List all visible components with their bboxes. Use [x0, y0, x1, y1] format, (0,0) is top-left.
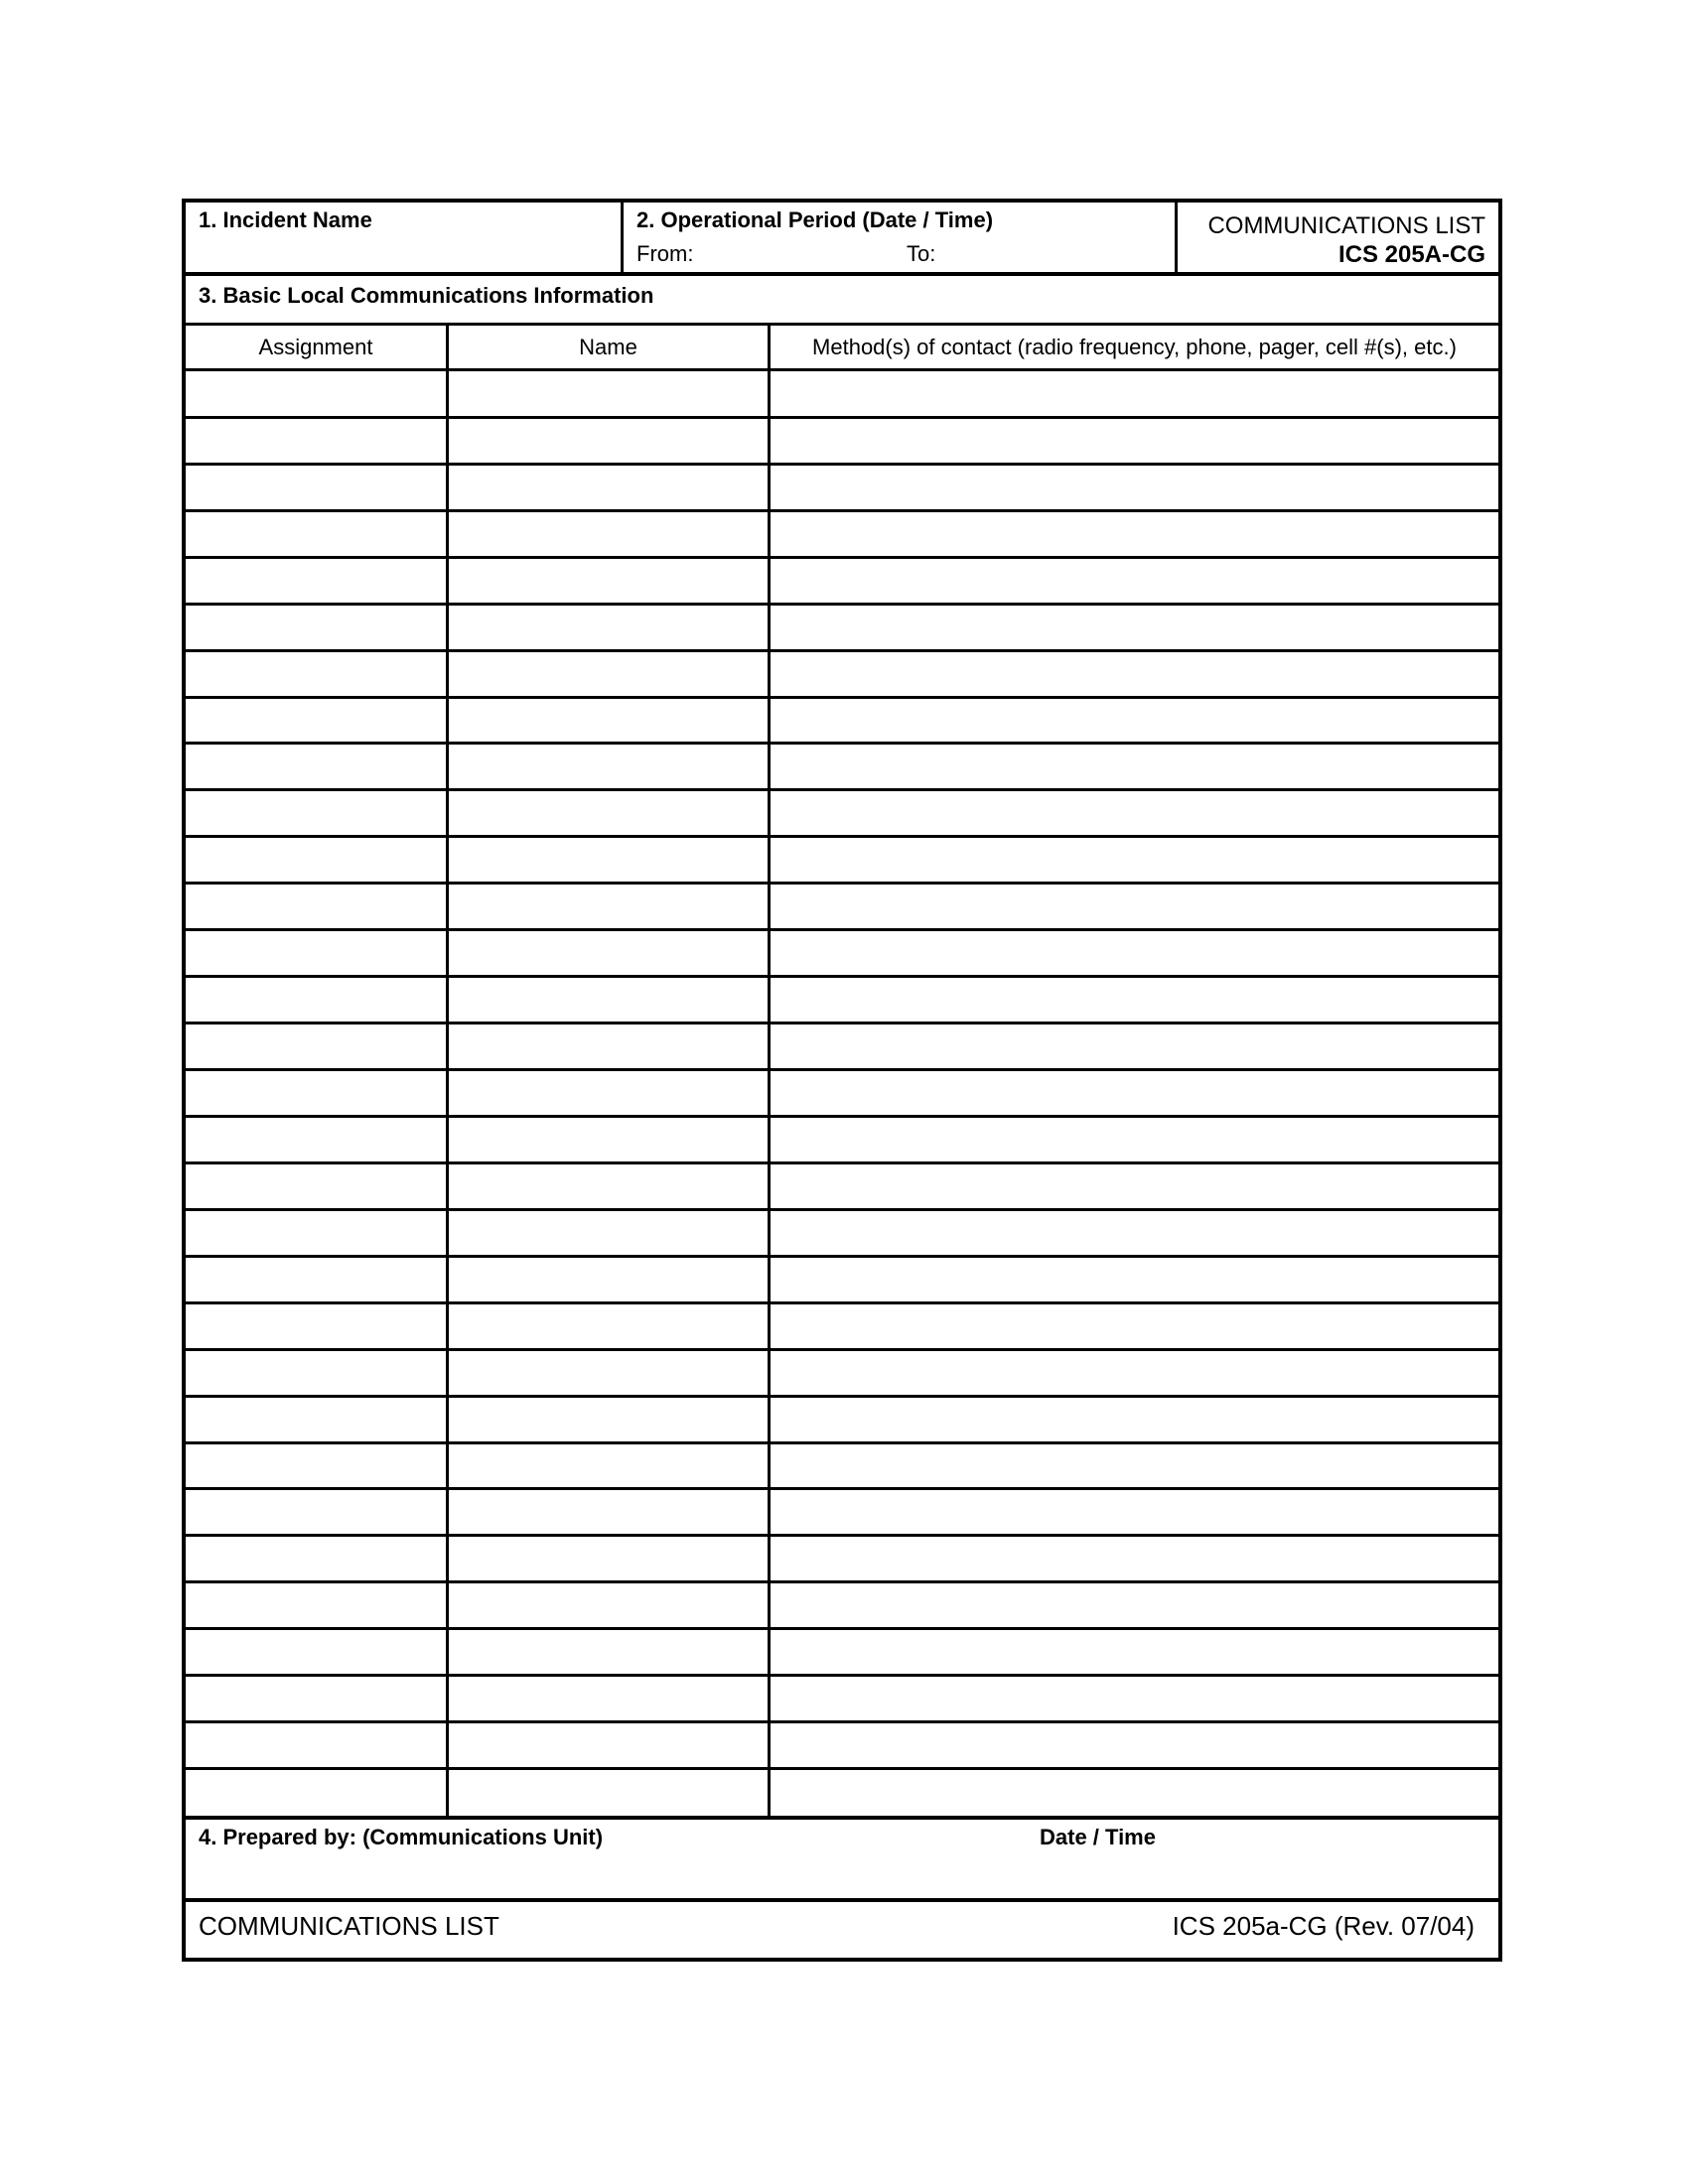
table-row — [186, 1629, 1498, 1676]
footer-left: COMMUNICATIONS LIST — [199, 1911, 499, 1941]
method-cell[interactable] — [771, 465, 1498, 511]
table-row — [186, 1117, 1498, 1163]
assignment-cell[interactable] — [186, 790, 446, 837]
name-cell[interactable] — [449, 418, 768, 465]
table-row — [186, 1397, 1498, 1443]
table-row — [186, 930, 1498, 977]
table-row — [186, 884, 1498, 930]
form-title-box — [1178, 203, 1498, 272]
name-cell[interactable] — [449, 884, 768, 930]
name-cell[interactable] — [449, 1582, 768, 1629]
method-cell[interactable] — [771, 1257, 1498, 1303]
assignment-cell[interactable] — [186, 1024, 446, 1070]
assignment-cell[interactable] — [186, 651, 446, 698]
operational-period-label: 2. Operational Period (Date / Time) — [636, 207, 994, 232]
prepared-by-box[interactable] — [186, 1820, 1498, 1898]
table-row — [186, 511, 1498, 558]
method-cell[interactable] — [771, 558, 1498, 605]
method-cell[interactable] — [771, 1629, 1498, 1676]
assignment-cell[interactable] — [186, 418, 446, 465]
assignment-cell[interactable] — [186, 1350, 446, 1397]
method-cell[interactable] — [771, 1024, 1498, 1070]
section3-title: 3. Basic Local Communications Information — [199, 283, 654, 308]
from-label: From: — [636, 241, 694, 266]
assignment-cell[interactable] — [186, 1722, 446, 1769]
table-row — [186, 698, 1498, 745]
col-header-name: Name — [579, 335, 637, 359]
name-cell[interactable] — [449, 1163, 768, 1210]
date-time-label: Date / Time — [1040, 1825, 1156, 1849]
table-row — [186, 1489, 1498, 1536]
name-cell[interactable] — [449, 651, 768, 698]
name-cell[interactable] — [449, 1257, 768, 1303]
method-cell[interactable] — [771, 1210, 1498, 1257]
assignment-cell[interactable] — [186, 1489, 446, 1536]
name-cell[interactable] — [449, 977, 768, 1024]
name-cell[interactable] — [449, 790, 768, 837]
assignment-cell[interactable] — [186, 1536, 446, 1582]
table-row — [186, 1024, 1498, 1070]
assignment-cell[interactable] — [186, 837, 446, 884]
assignment-cell[interactable] — [186, 1769, 446, 1816]
name-cell[interactable] — [449, 1210, 768, 1257]
col-header-assignment: Assignment — [258, 335, 373, 359]
assignment-cell[interactable] — [186, 930, 446, 977]
operational-period-box[interactable] — [624, 203, 1177, 272]
method-cell[interactable] — [771, 790, 1498, 837]
table-row — [186, 1350, 1498, 1397]
name-cell[interactable] — [449, 1303, 768, 1350]
table-row — [186, 1163, 1498, 1210]
assignment-cell[interactable] — [186, 465, 446, 511]
method-cell[interactable] — [771, 1397, 1498, 1443]
method-cell[interactable] — [771, 930, 1498, 977]
method-cell[interactable] — [771, 1350, 1498, 1397]
table-row — [186, 558, 1498, 605]
assignment-cell[interactable] — [186, 1163, 446, 1210]
incident-name-label: 1. Incident Name — [199, 207, 372, 232]
table-row — [186, 1582, 1498, 1629]
assignment-cell[interactable] — [186, 1397, 446, 1443]
to-label: To: — [907, 241, 936, 266]
table-row — [186, 1769, 1498, 1816]
name-cell[interactable] — [449, 1489, 768, 1536]
name-cell[interactable] — [449, 1397, 768, 1443]
name-cell[interactable] — [449, 511, 768, 558]
method-cell[interactable] — [771, 977, 1498, 1024]
col-header-method: Method(s) of contact (radio frequency, phone, pager, cell #(s), etc.) — [812, 335, 1457, 359]
table-row — [186, 1443, 1498, 1490]
method-cell[interactable] — [771, 1582, 1498, 1629]
form-title: COMMUNICATIONS LIST — [1207, 212, 1485, 239]
incident-name-box[interactable] — [186, 203, 623, 272]
method-cell[interactable] — [771, 1163, 1498, 1210]
method-cell[interactable] — [771, 1443, 1498, 1490]
table-row — [186, 1676, 1498, 1722]
table-row — [186, 790, 1498, 837]
form-code: ICS 205A-CG — [1337, 241, 1485, 268]
method-cell[interactable] — [771, 744, 1498, 790]
method-cell[interactable] — [771, 1117, 1498, 1163]
table-row — [186, 651, 1498, 698]
name-cell[interactable] — [449, 1536, 768, 1582]
assignment-cell[interactable] — [186, 1070, 446, 1117]
name-cell[interactable] — [449, 698, 768, 745]
table-row — [186, 977, 1498, 1024]
assignment-cell[interactable] — [186, 1629, 446, 1676]
ics-205a-form — [182, 199, 1502, 1962]
section3-title-rule — [186, 323, 1498, 326]
assignment-cell[interactable] — [186, 1210, 446, 1257]
header-bottom-rule — [186, 272, 1498, 276]
table-row — [186, 837, 1498, 884]
name-cell[interactable] — [449, 1070, 768, 1117]
table-row — [186, 744, 1498, 790]
table-row — [186, 1070, 1498, 1117]
name-cell[interactable] — [449, 465, 768, 511]
method-cell[interactable] — [771, 1536, 1498, 1582]
table-row — [186, 1257, 1498, 1303]
method-cell[interactable] — [771, 418, 1498, 465]
assignment-cell[interactable] — [186, 1443, 446, 1490]
table-row — [186, 1722, 1498, 1769]
method-cell[interactable] — [771, 651, 1498, 698]
method-cell[interactable] — [771, 1769, 1498, 1816]
footer-top-rule — [186, 1898, 1498, 1902]
assignment-cell[interactable] — [186, 744, 446, 790]
table-row — [186, 1303, 1498, 1350]
name-cell[interactable] — [449, 930, 768, 977]
method-cell[interactable] — [771, 1303, 1498, 1350]
method-cell[interactable] — [771, 371, 1498, 418]
table-row — [186, 605, 1498, 651]
method-cell[interactable] — [771, 1722, 1498, 1769]
table-row — [186, 1210, 1498, 1257]
assignment-cell[interactable] — [186, 1582, 446, 1629]
name-cell[interactable] — [449, 605, 768, 651]
name-cell[interactable] — [449, 1676, 768, 1722]
prepared-by-label: 4. Prepared by: (Communications Unit) — [199, 1825, 604, 1849]
assignment-cell[interactable] — [186, 558, 446, 605]
table-row — [186, 1536, 1498, 1582]
table-row — [186, 465, 1498, 511]
name-cell[interactable] — [449, 1722, 768, 1769]
method-cell[interactable] — [771, 698, 1498, 745]
method-cell[interactable] — [771, 837, 1498, 884]
assignment-cell[interactable] — [186, 1257, 446, 1303]
name-cell[interactable] — [449, 371, 768, 418]
method-cell[interactable] — [771, 605, 1498, 651]
name-cell[interactable] — [449, 1629, 768, 1676]
assignment-cell[interactable] — [186, 698, 446, 745]
method-cell[interactable] — [771, 1676, 1498, 1722]
assignment-cell[interactable] — [186, 1303, 446, 1350]
method-cell[interactable] — [771, 884, 1498, 930]
name-cell[interactable] — [449, 558, 768, 605]
method-cell[interactable] — [771, 1070, 1498, 1117]
name-cell[interactable] — [449, 1769, 768, 1816]
assignment-cell[interactable] — [186, 511, 446, 558]
method-cell[interactable] — [771, 1489, 1498, 1536]
table-row — [186, 371, 1498, 418]
name-cell[interactable] — [449, 1117, 768, 1163]
assignment-cell[interactable] — [186, 371, 446, 418]
name-cell[interactable] — [449, 837, 768, 884]
assignment-cell[interactable] — [186, 1676, 446, 1722]
assignment-cell[interactable] — [186, 884, 446, 930]
name-cell[interactable] — [449, 744, 768, 790]
table-row — [186, 418, 1498, 465]
assignment-cell[interactable] — [186, 977, 446, 1024]
name-cell[interactable] — [449, 1350, 768, 1397]
name-cell[interactable] — [449, 1443, 768, 1490]
name-cell[interactable] — [449, 1024, 768, 1070]
assignment-cell[interactable] — [186, 1117, 446, 1163]
footer-right: ICS 205a-CG (Rev. 07/04) — [1172, 1911, 1475, 1941]
method-cell[interactable] — [771, 511, 1498, 558]
assignment-cell[interactable] — [186, 605, 446, 651]
